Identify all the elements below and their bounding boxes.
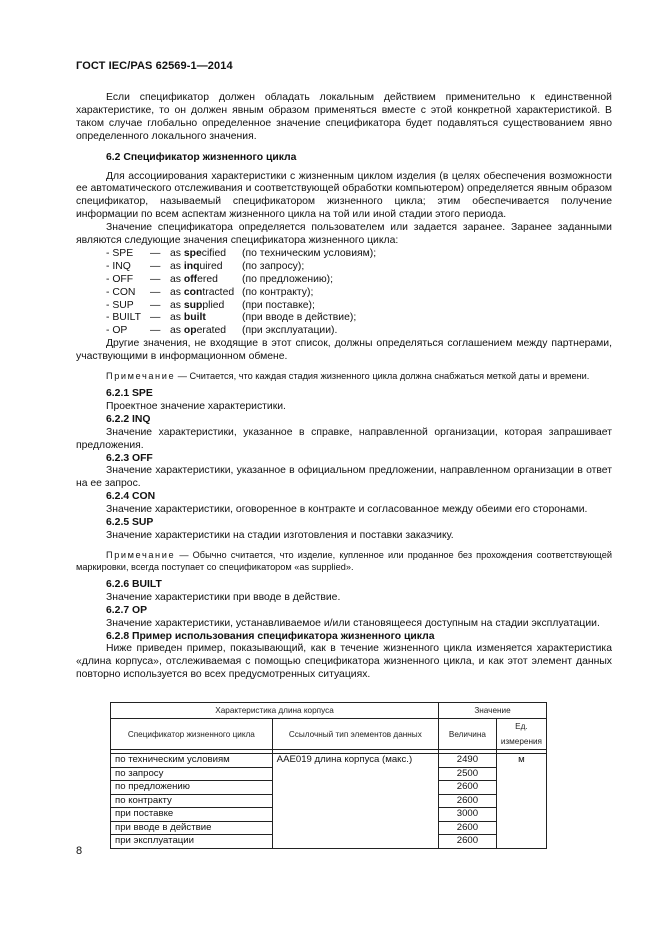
list-item: - OP — as operated (при эксплуатации). <box>106 325 338 337</box>
note-1: Примечание — Считается, что каждая стадия жизненного цикла должна снабжаться меткой даты и времени. <box>106 371 590 382</box>
column-header-unit: Ед. измерения <box>496 719 546 750</box>
subsection-title: 6.2.5 SUP <box>106 517 154 529</box>
table-row: по контракту 2600 <box>111 794 547 808</box>
subsection-text: Значение характеристики, оговоренное в контракте и согласованное между обеими его сторонами. <box>106 504 588 516</box>
subsection-text: Значение характеристики, устанавливаемое и/или становящееся доступным на стадии эксплуатации. <box>106 617 600 629</box>
intro-paragraph: Если спецификатор должен обладать локальным действием применительно к единственной характеристике, то он должен явным образом применяться вместе с этой конкретной характеристикой. В таком случае глобально определенное значение спецификатора будет подавляться существованием явно определенного локального значения. <box>76 92 612 142</box>
subsection-text: Значение характеристики, указанное в справке, направленной организации, которая запрашивает предложения. <box>76 426 612 451</box>
section-6-2-paragraph-3: Другие значения, не входящие в этот список, должны определяться соглашением между партнерами, участвующими в информационном обмене. <box>76 338 612 363</box>
subsection-title: 6.2.2 INQ <box>106 413 151 425</box>
example-table <box>110 702 547 849</box>
list-item: - INQ — as inquired (по запросу); <box>106 260 305 272</box>
subsection-text: Значение характеристики, указанное в официальном предложении, направленном организации в ответ на ее запрос. <box>76 465 612 490</box>
table-row: по техническим условиям AAE019 длина корпуса (макс.) 2490 м <box>111 754 547 768</box>
lifecycle-values-list <box>76 248 612 338</box>
list-item: - BUILT — as built (при вводе в действие); <box>106 312 357 324</box>
subsection-title: 6.2.6 BUILT <box>106 578 162 590</box>
subsection-title: 6.2.3 OFF <box>106 452 153 464</box>
column-header-magnitude: Величина <box>439 719 497 750</box>
list-item: - CON — as contracted (по контракту); <box>106 286 314 298</box>
reference-cell: AAE019 длина корпуса (макс.) <box>272 754 438 849</box>
table-row: при поставке 3000 <box>111 808 547 822</box>
list-item: - OFF — as offered (по предложению); <box>106 273 334 285</box>
page-number: 8 <box>76 845 83 857</box>
subsection-text: Проектное значение характеристики. <box>106 400 286 412</box>
unit-cell: м <box>496 754 546 849</box>
section-6-2-title: 6.2 Спецификатор жизненного цикла <box>106 151 297 163</box>
note-2: Примечание — Обычно считается, что изделие, купленное или проданное без прохождения соответствующей маркировки, всегда поступает со спецификатором «as supplied». <box>76 549 612 572</box>
table-row: по запросу 2500 <box>111 767 547 781</box>
subsection-text: Значение характеристики при вводе в действие. <box>106 591 341 603</box>
section-6-2-paragraph-1: Для ассоциирования характеристики с жизненным циклом изделия (в целях обеспечения возможности ее автоматического отслеживания и соответствующей обработки компьютером) определяется явным образом спецификатор, называемый спецификатором жизненного цикла; этим обеспечивается получение информации по всем аспектам жизненного цикла на той или иной стадии этого периода. <box>76 170 612 221</box>
list-item: - SUP — as supplied (при поставке); <box>106 299 315 311</box>
document-body <box>76 92 612 682</box>
table-header-characteristic: Характеристика длина корпуса <box>111 703 439 719</box>
subsection-title: 6.2.7 OP <box>106 604 148 616</box>
subsection-text: Значение характеристики на стадии изготовления и поставки заказчику. <box>106 529 454 541</box>
column-header-specifier: Спецификатор жизненного цикла <box>111 719 273 750</box>
section-6-2-paragraph-2: Значение спецификатора определяется пользователем или задается заранее. Заранее заданными являются следующие значения спецификатора жизненного цикла: <box>76 222 612 247</box>
table-row: при эксплуатации 2600 <box>111 835 547 849</box>
column-header-reference: Ссылочный тип элементов данных <box>272 719 438 750</box>
table-row: при вводе в действие 2600 <box>111 821 547 835</box>
section-6-2-8-title: 6.2.8 Пример использования спецификатора жизненного цикла <box>106 630 435 642</box>
subsection-title: 6.2.4 CON <box>106 491 156 503</box>
section-6-2-8-text: Ниже приведен пример, показывающий, как в течение жизненного цикла изменяется характеристика «длина корпуса», отслеживаемая с помощью спецификатора жизненного цикла, и как этот элемент данных повторно используется во всех предусмотренных ситуациях. <box>76 643 612 681</box>
document-header: ГОСТ IEC/PAS 62569-1—2014 <box>76 60 233 72</box>
list-item: - SPE — as specified (по техническим условиям); <box>106 247 377 259</box>
subsection-title: 6.2.1 SPE <box>106 388 153 400</box>
table-row: по предложению 2600 <box>111 781 547 795</box>
table-header-value: Значение <box>439 703 547 719</box>
